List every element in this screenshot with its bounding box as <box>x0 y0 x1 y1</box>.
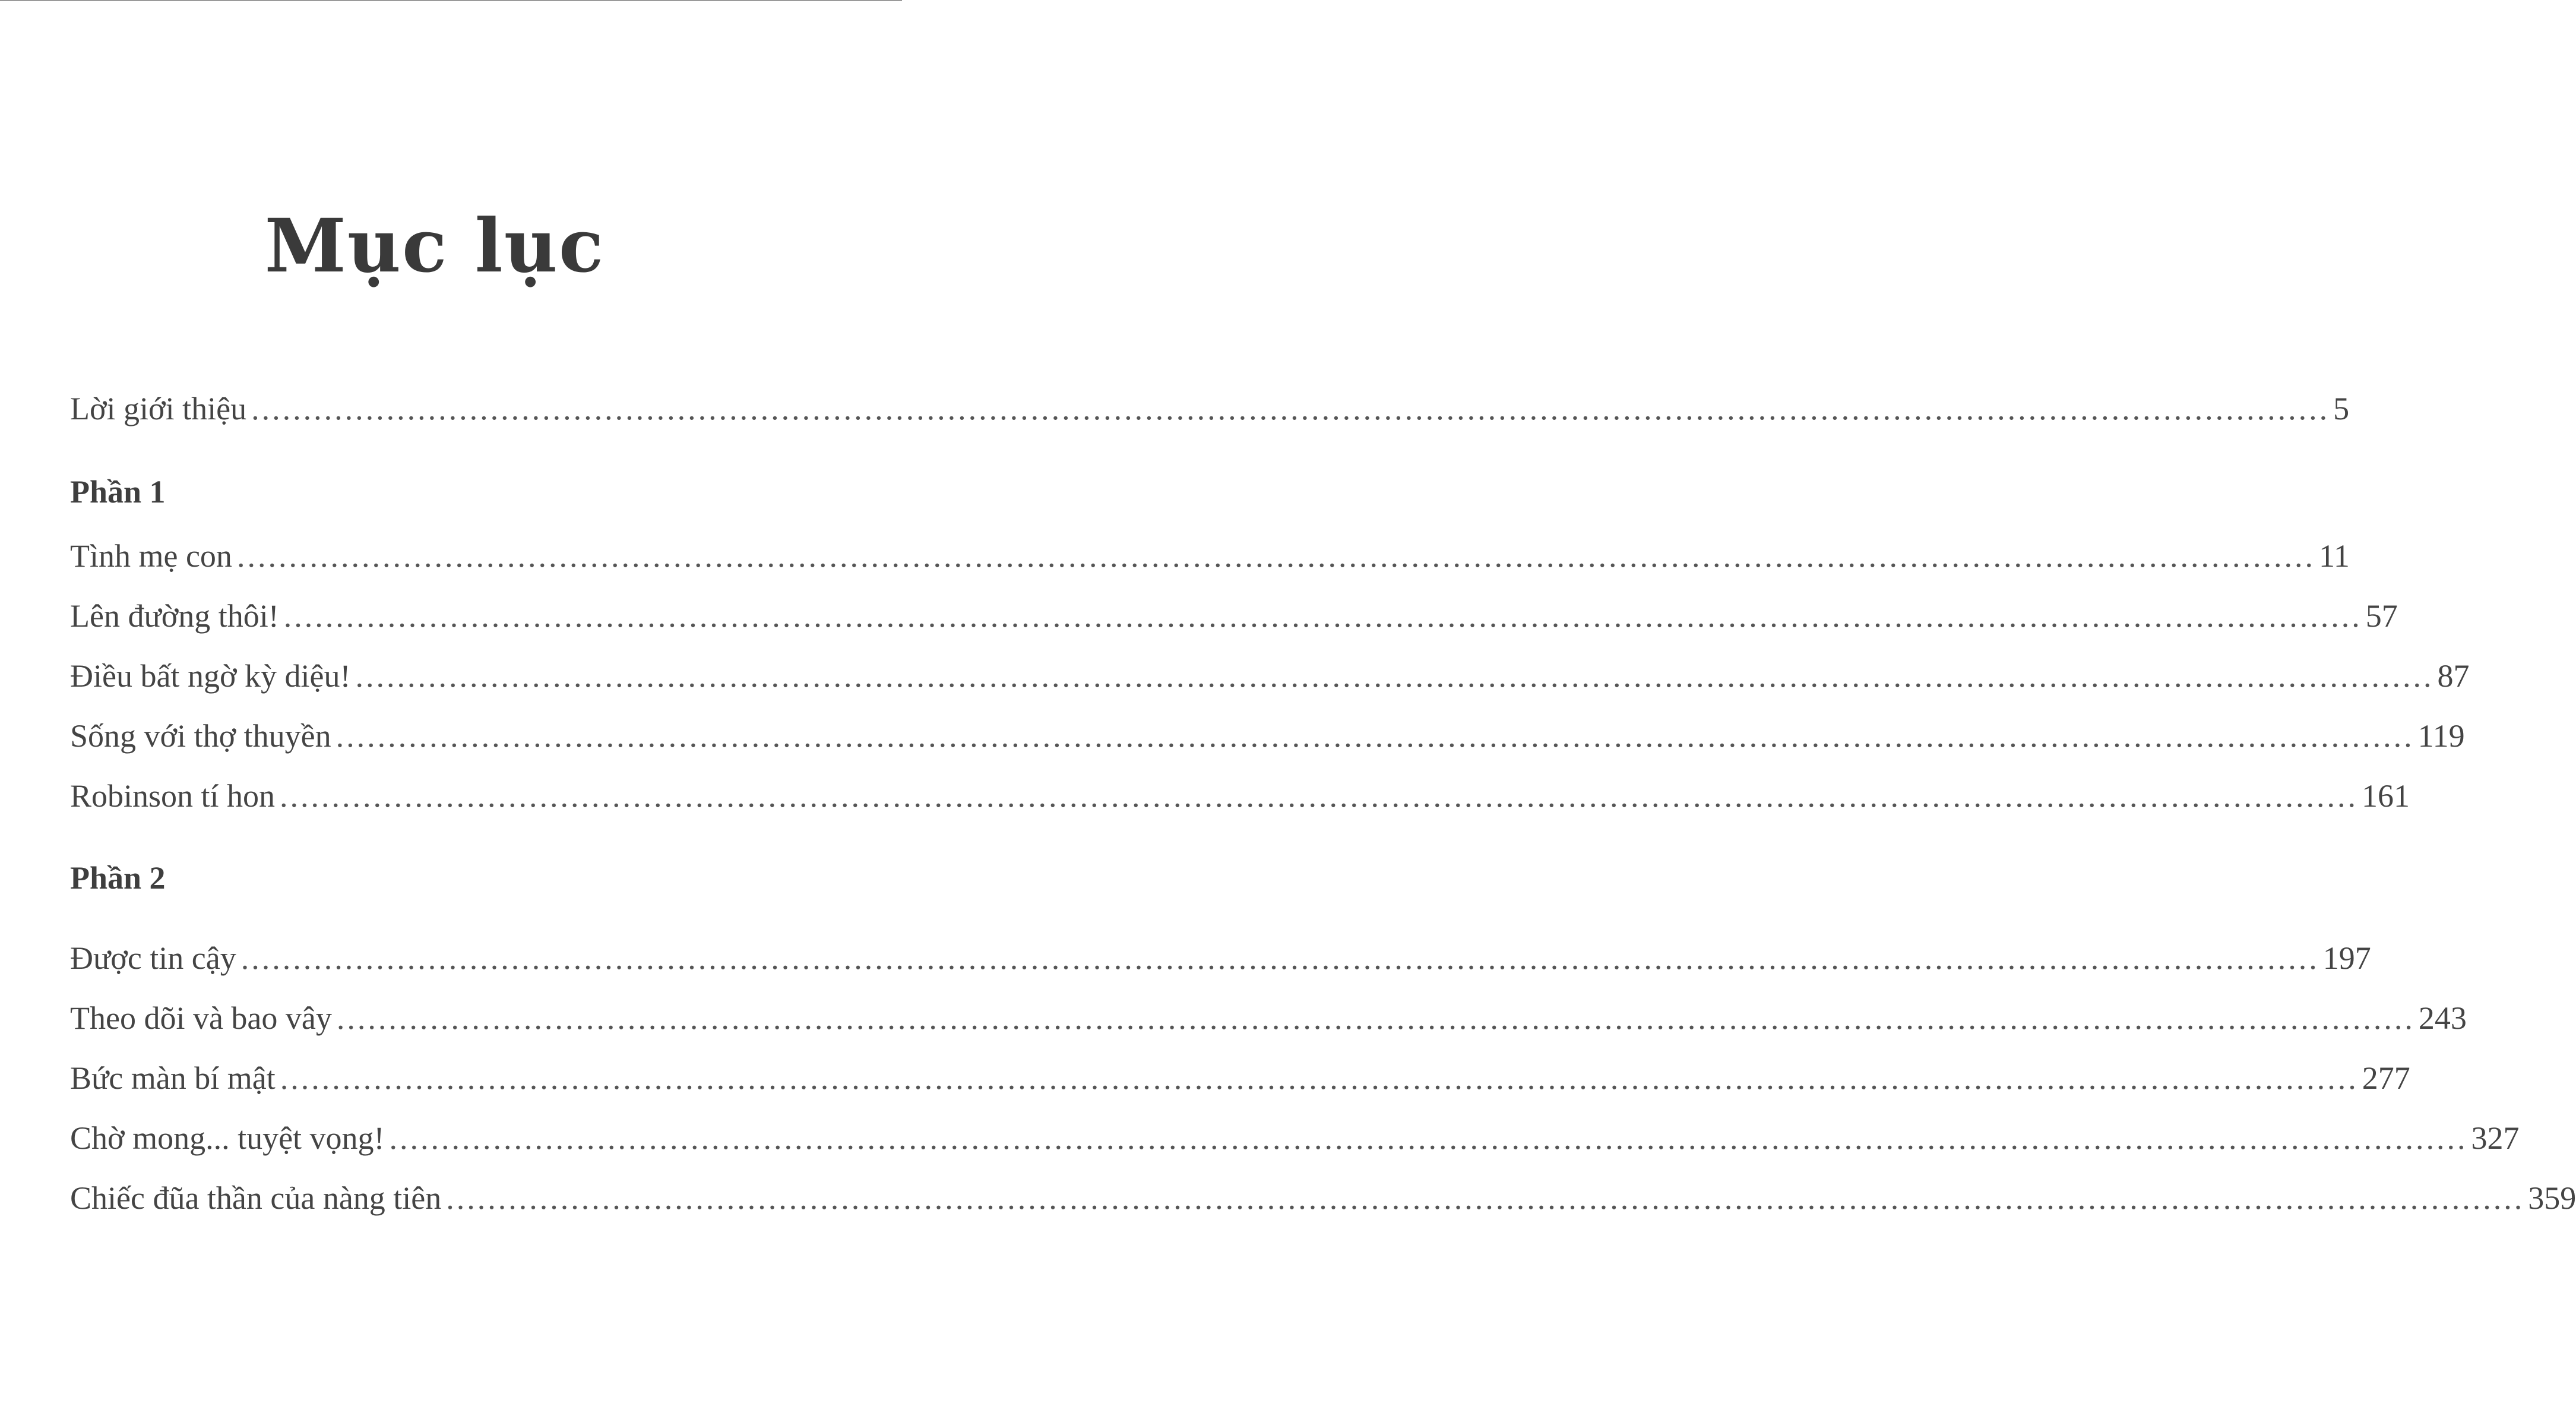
entry-page-number: 359 <box>2528 1180 2576 1216</box>
toc-entry[interactable] <box>70 1117 2520 1159</box>
toc-entry[interactable] <box>70 715 2465 757</box>
dot-leader: ........................................................................................................................................................................................................ <box>355 658 2434 694</box>
entry-title: Chờ mong... tuyệt vọng! <box>70 1120 385 1156</box>
entry-page-number: 277 <box>2362 1060 2410 1096</box>
entry-title: Bức màn bí mật <box>70 1060 276 1096</box>
toc-entry[interactable] <box>70 775 2410 817</box>
section-heading-part-1: Phần 1 <box>70 474 166 510</box>
section-heading-part-2: Phần 2 <box>70 860 166 896</box>
dot-leader: ........................................................................................................................................................................................................ <box>389 1120 2468 1156</box>
dot-leader: ........................................................................................................................................................................................................ <box>446 1180 2525 1216</box>
toc-entry[interactable] <box>70 595 2398 637</box>
entry-page-number: 327 <box>2471 1120 2520 1156</box>
toc-entry[interactable] <box>70 997 2467 1039</box>
entry-page-number: 11 <box>2318 538 2350 574</box>
dot-leader: ........................................................................................................................................................................................................ <box>336 1000 2415 1036</box>
entry-title: Tình mẹ con <box>70 538 232 574</box>
dot-leader: ........................................................................................................................................................................................................ <box>280 1060 2359 1096</box>
entry-page-number: 243 <box>2418 1000 2467 1036</box>
dot-leader: ........................................................................................................................................................................................................ <box>283 598 2362 634</box>
entry-page-number: 87 <box>2437 658 2470 694</box>
entry-page-number: 119 <box>2417 718 2465 754</box>
entry-title: Điều bất ngờ kỳ diệu! <box>70 658 351 694</box>
toc-entry-intro[interactable] <box>70 387 2350 430</box>
dot-leader: ........................................................................................................................................................................................................ <box>240 940 2319 976</box>
dot-leader: ........................................................................................................................................................................................................ <box>251 391 2330 426</box>
entry-title: Lên đường thôi! <box>70 598 279 634</box>
entry-title: Chiếc đũa thần của nàng tiên <box>70 1180 442 1216</box>
top-border <box>0 0 902 1</box>
dot-leader: ........................................................................................................................................................................................................ <box>280 778 2359 814</box>
dot-leader: ........................................................................................................................................................................................................ <box>336 718 2414 754</box>
entry-title: Được tin cậy <box>70 940 236 976</box>
toc-entry[interactable] <box>70 1057 2410 1099</box>
entry-title: Theo dõi và bao vây <box>70 1000 332 1036</box>
toc-entry[interactable] <box>70 1177 2576 1219</box>
entry-page-number: 197 <box>2322 940 2371 976</box>
entry-page-number: 161 <box>2362 778 2410 814</box>
toc-entry[interactable] <box>70 535 2350 577</box>
page-title: Mục lục <box>264 203 605 290</box>
entry-title: Robinson tí hon <box>70 778 276 814</box>
toc-entry[interactable] <box>70 655 2470 697</box>
dot-leader: ........................................................................................................................................................................................................ <box>236 538 2315 574</box>
toc-entry[interactable] <box>70 937 2371 979</box>
entry-page-number: 57 <box>2365 598 2398 634</box>
entry-title: Lời giới thiệu <box>70 391 247 426</box>
entry-title: Sống với thợ thuyền <box>70 718 331 754</box>
entry-page-number: 5 <box>2333 391 2350 426</box>
